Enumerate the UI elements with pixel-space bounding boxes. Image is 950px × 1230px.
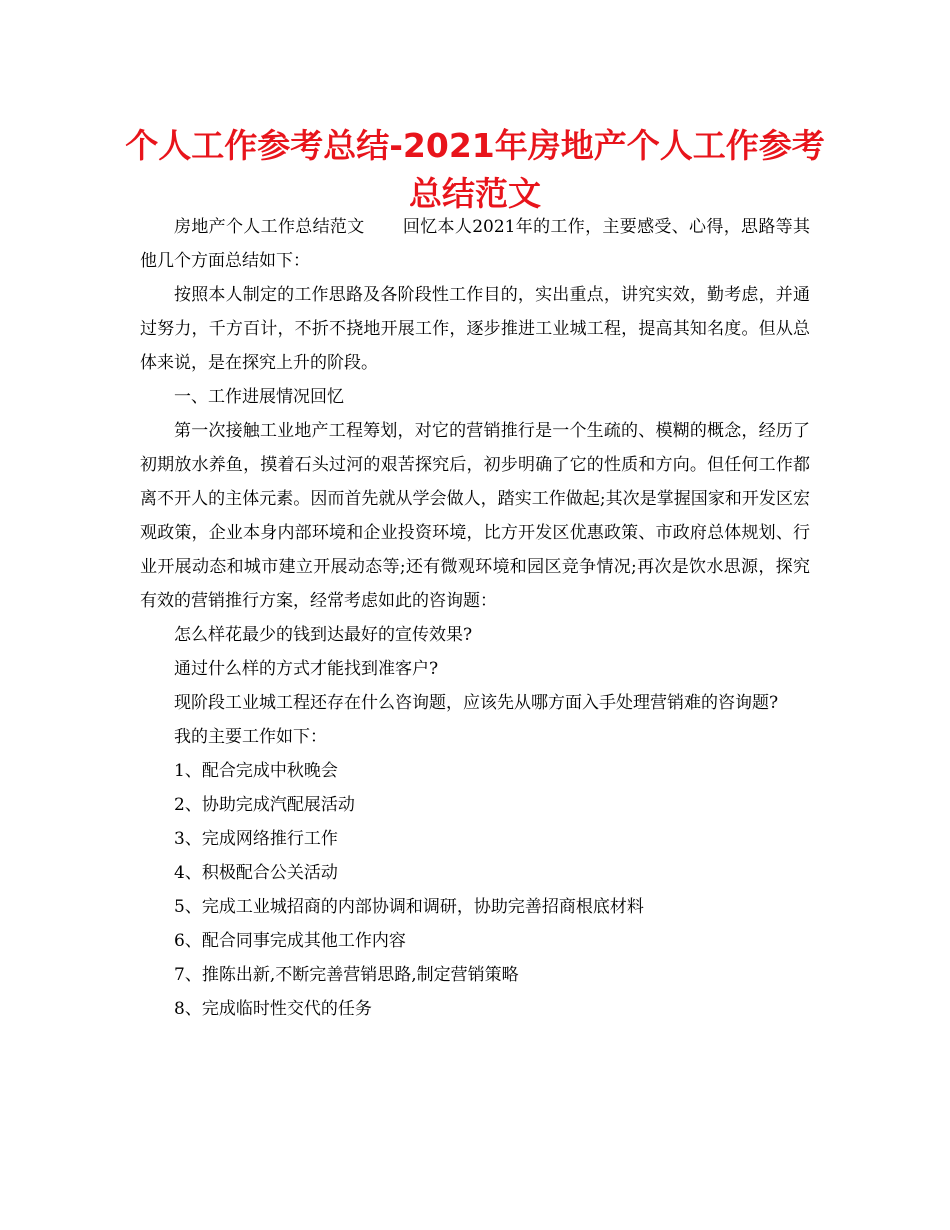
list-item: 4、积极配合公关活动 [174, 863, 338, 883]
list-item: 1、配合完成中秋晚会 [174, 761, 338, 781]
question-item: 现阶段工业城工程还存在什么咨询题，应该先从哪方面入手处理营销难的咨询题? [174, 693, 779, 713]
document-body [140, 210, 810, 1026]
list-heading: 我的主要工作如下： [174, 727, 327, 747]
list-item: 7、推陈出新,不断完善营销思路,制定营销策略 [174, 965, 519, 985]
question-item: 怎么样花最少的钱到达最好的宣传效果? [174, 625, 473, 645]
list-item: 3、完成网络推行工作 [174, 829, 338, 849]
list-item: 8、完成临时性交代的任务 [174, 999, 372, 1019]
intro-paragraph [140, 210, 810, 278]
list-item: 5、完成工业城招商的内部协调和调研，协助完善招商根底材料 [174, 897, 644, 917]
intro-heading: 房地产个人工作总结范文 [174, 217, 365, 237]
question-item: 通过什么样的方式才能找到准客户? [174, 659, 439, 679]
document-title: 个人工作参考总结-2021年房地产个人工作参考总结范文 [125, 126, 825, 213]
list-item: 2、协助完成汽配展活动 [174, 795, 355, 815]
intro-text: 回忆本人2021年的工作，主要感受、心得，思路等其他几个方面总结如下： [140, 217, 810, 271]
body-paragraph: 按照本人制定的工作思路及各阶段性工作目的，实出重点，讲究实效，勤考虑，并通过努力，千方百计，不折不挠地开展工作，逐步推进工业城工程，提高其知名度。但从总体来说，是在探究上升的阶段。 [140, 285, 810, 373]
list-item: 6、配合同事完成其他工作内容 [174, 931, 406, 951]
body-paragraph: 第一次接触工业地产工程筹划，对它的营销推行是一个生疏的、模糊的概念，经历了初期放水养鱼，摸着石头过河的艰苦探究后，初步明确了它的性质和方向。但任何工作都离不开人的主体元素。因而首先就从学会做人，踏实工作做起;其次是掌握国家和开发区宏观政策，企业本身内部环境和企业投资环境，比方开发区优惠政策、市政府总体规划、行业开展动态和城市建立开展动态等;还有微观环境和园区竞争情况;再次是饮水思源，探究有效的营销推行方案，经常考虑如此的咨询题： [140, 421, 810, 611]
section-heading: 一、工作进展情况回忆 [174, 387, 344, 407]
